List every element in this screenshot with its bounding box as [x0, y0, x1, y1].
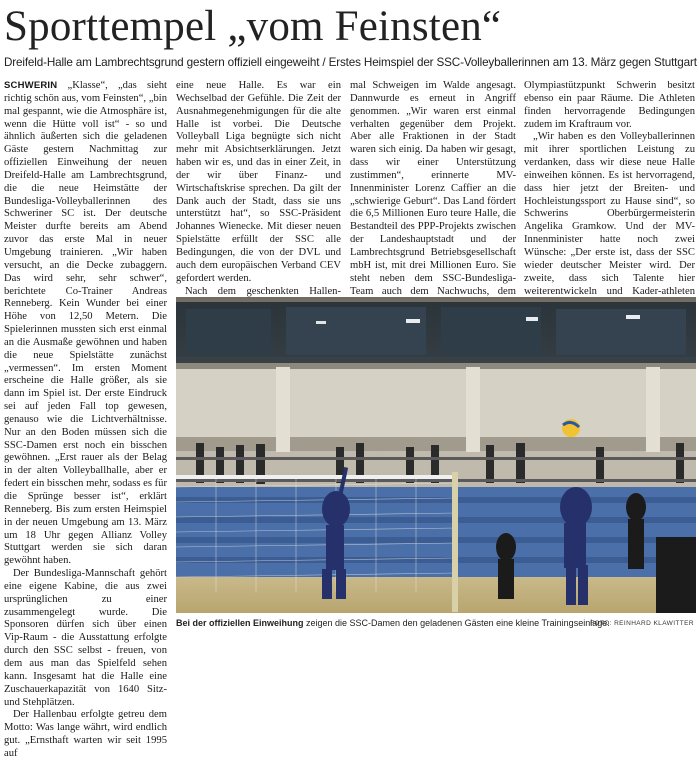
- column-1-paragraph-1: SCHWERIN „Klasse“, „das sieht richtig schön aus, vom Feinsten“, „bin mal gespannt, wie die Atmosphäre ist, wenn die Hütte voll ist“ - so und ähnlich äußerten sich die geladenen Gäste gestern Nachmittag zur offiziellen Einweihung der neuen Dreifeld-Halle am Lambrechtsgrund, die die neue Heimstätte der Bundesliga-Volleyballerinnen des Schweriner SC ist. Der deutsche Meister durfte bereits am Abend zuvor das erste Mal in neuer Umgebung trainieren. „Wir haben versucht, an die Decke zubaggern. Das wird sehr, sehr schwer“, berichtete Co-Trainer Andreas Renneberg. Kein Wunder bei einer Höhe von 12,50 Metern. Die Spielerinnen mussten sich erst einmal an die Ausmaße gewöhnen und haben die neue Spielstätte zunächst „vermessen“. Im ersten Moment erscheine die Halle größer, als sie dann im Spiel ist. Der erste Eindruck sei auf jeden Fall top gewesen, genauso wie die Lichtverhältnisse. Nur an den Boden müssen sich die SSC-Damen erst noch ein bisschen gewöhnen. „Erst rauer als der Belag in der alten Volleyballhalle, aber er federt ein bisschen mehr, sodass es für die Sprünge besser ist“, erklärt Renneberg. Bis zum ersten Heimspiel in der neuen Umgebung am 13. März um 18 Uhr gegen Allianz Volley Stuttgart werden sie sich daran gewöhnt haben.: [4, 80, 167, 567]
- column-4-paragraph-1: Olympiastützpunkt Schwerin besitzt ebenso ein paar Räume. Die Athleten finden hervorragende Bedingungen zudem im Kraftraum vor.: [524, 80, 695, 130]
- column-1-paragraph-2: Der Bundesliga-Mannschaft gehört eine eigene Kabine, die aus zwei ursprünglichen zu einer zusammengelegt wurde. Die Sponsoren dürfen sich über einen Vip-Raum - die Ausstattung erfolgte durch den SSC selbst - freuen, von dem aus man das Spielfeld sehen kann. Insgesamt hat die Halle eine Zuschauerkapazität von 1640 Sitz- und Stehplätzen.: [4, 568, 167, 708]
- column-2-paragraph-1: eine neue Halle. Es war ein Wechselbad der Gefühle. Die Zeit der Ausnahmegenehmigungen für die alte Halle ist vorbei. Die Deutsche Volleyball Liga begnügte sich nicht mehr mit Absichtserklärungen. Jetzt haben wir es, und das in einer Zeit, in der wir über Finanz- und Wirtschaftskrise sprechen. Da gilt der Dank auch der Stadt, dass sie uns unterstützt hat“, so SSC-Präsident Johannes Wienecke. Mit dieser neuen Spielstätte erfüllt der SSC alle Bedingungen, die von der DVL und auch dem europäischen Verband CEV gefordert werden.: [176, 80, 341, 284]
- column-4-paragraph-2: „Wir haben es den Volleyballerinnen mit ihrer sportlichen Leistung zu verdanken, dass wir diese neue Halle einweihen können. Es ist hervorragend, dass hier jetzt der Breiten- und Hochleistungssport zu Hause sind“, so Schwerins Oberbürgermeisterin Angelika Gramkow. Und der MV-Innenminister hatte noch zwei Wünsche: „Der erste ist, dass der SSC wieder deutscher Meister wird. Der zweite, dass sich Talente hier weiterentwickeln und Kader-athleten: [524, 131, 695, 311]
- caption-lead: Bei der offiziellen Einweihung: [176, 618, 304, 628]
- article-photo: [176, 297, 696, 613]
- column-2-paragraph-2: Nach dem geschenkten Hallen-: [185, 285, 341, 297]
- subheadline: Dreifeld-Halle am Lambrechtsgrund gestern offiziell eingeweiht / Erstes Heimspiel der SSC-Volleyballerinnen am 13. März gegen Stuttgart: [4, 56, 697, 69]
- column-1-paragraph-3: Der Hallenbau erfolgte getreu dem Motto: Was lange währt, wird endlich gut. „Ernsthaft warten wir seit 1995 auf: [4, 709, 167, 759]
- article-column-4: [524, 80, 695, 297]
- dateline: SCHWERIN: [4, 80, 58, 91]
- column-3-paragraph-1: mal Schweigen im Walde angesagt. Dannwurde es erneut in Angriff genommen. „Wir waren erst einmal verhalten gegenüber dem Projekt. Aber alle Fraktionen in der Stadt waren sich einig. Da haben wir gesagt, dass wir einer Unterstützung zustimmen“, erinnerte MV-Innenminister Lorenz Caffier an die „schwierige Geburt“. Das Land fördert die 6,5 Millionen Euro teure Halle, die Bestandteil des PPP-Projekts zwischen der Landeshauptstadt und der Lambrechtsgrund Betriebsgesellschaft mbH ist, mit drei Millionen Euro. Sie steht neben dem SSC-Bundesliga-Team auch dem Nachwuchs, dem: [350, 80, 516, 297]
- caption-text: zeigen die SSC-Damen den geladenen Gästen eine kleine Trainingseinlage.: [303, 618, 610, 628]
- article-column-2: [176, 80, 341, 297]
- photo-caption: [176, 617, 696, 629]
- article-column-3: [350, 80, 516, 297]
- photo-credit: FOTO: REINHARD KLAWITTER: [590, 620, 694, 627]
- headline: Sporttempel „vom Feinsten“: [4, 3, 502, 50]
- article-column-1: [4, 80, 167, 759]
